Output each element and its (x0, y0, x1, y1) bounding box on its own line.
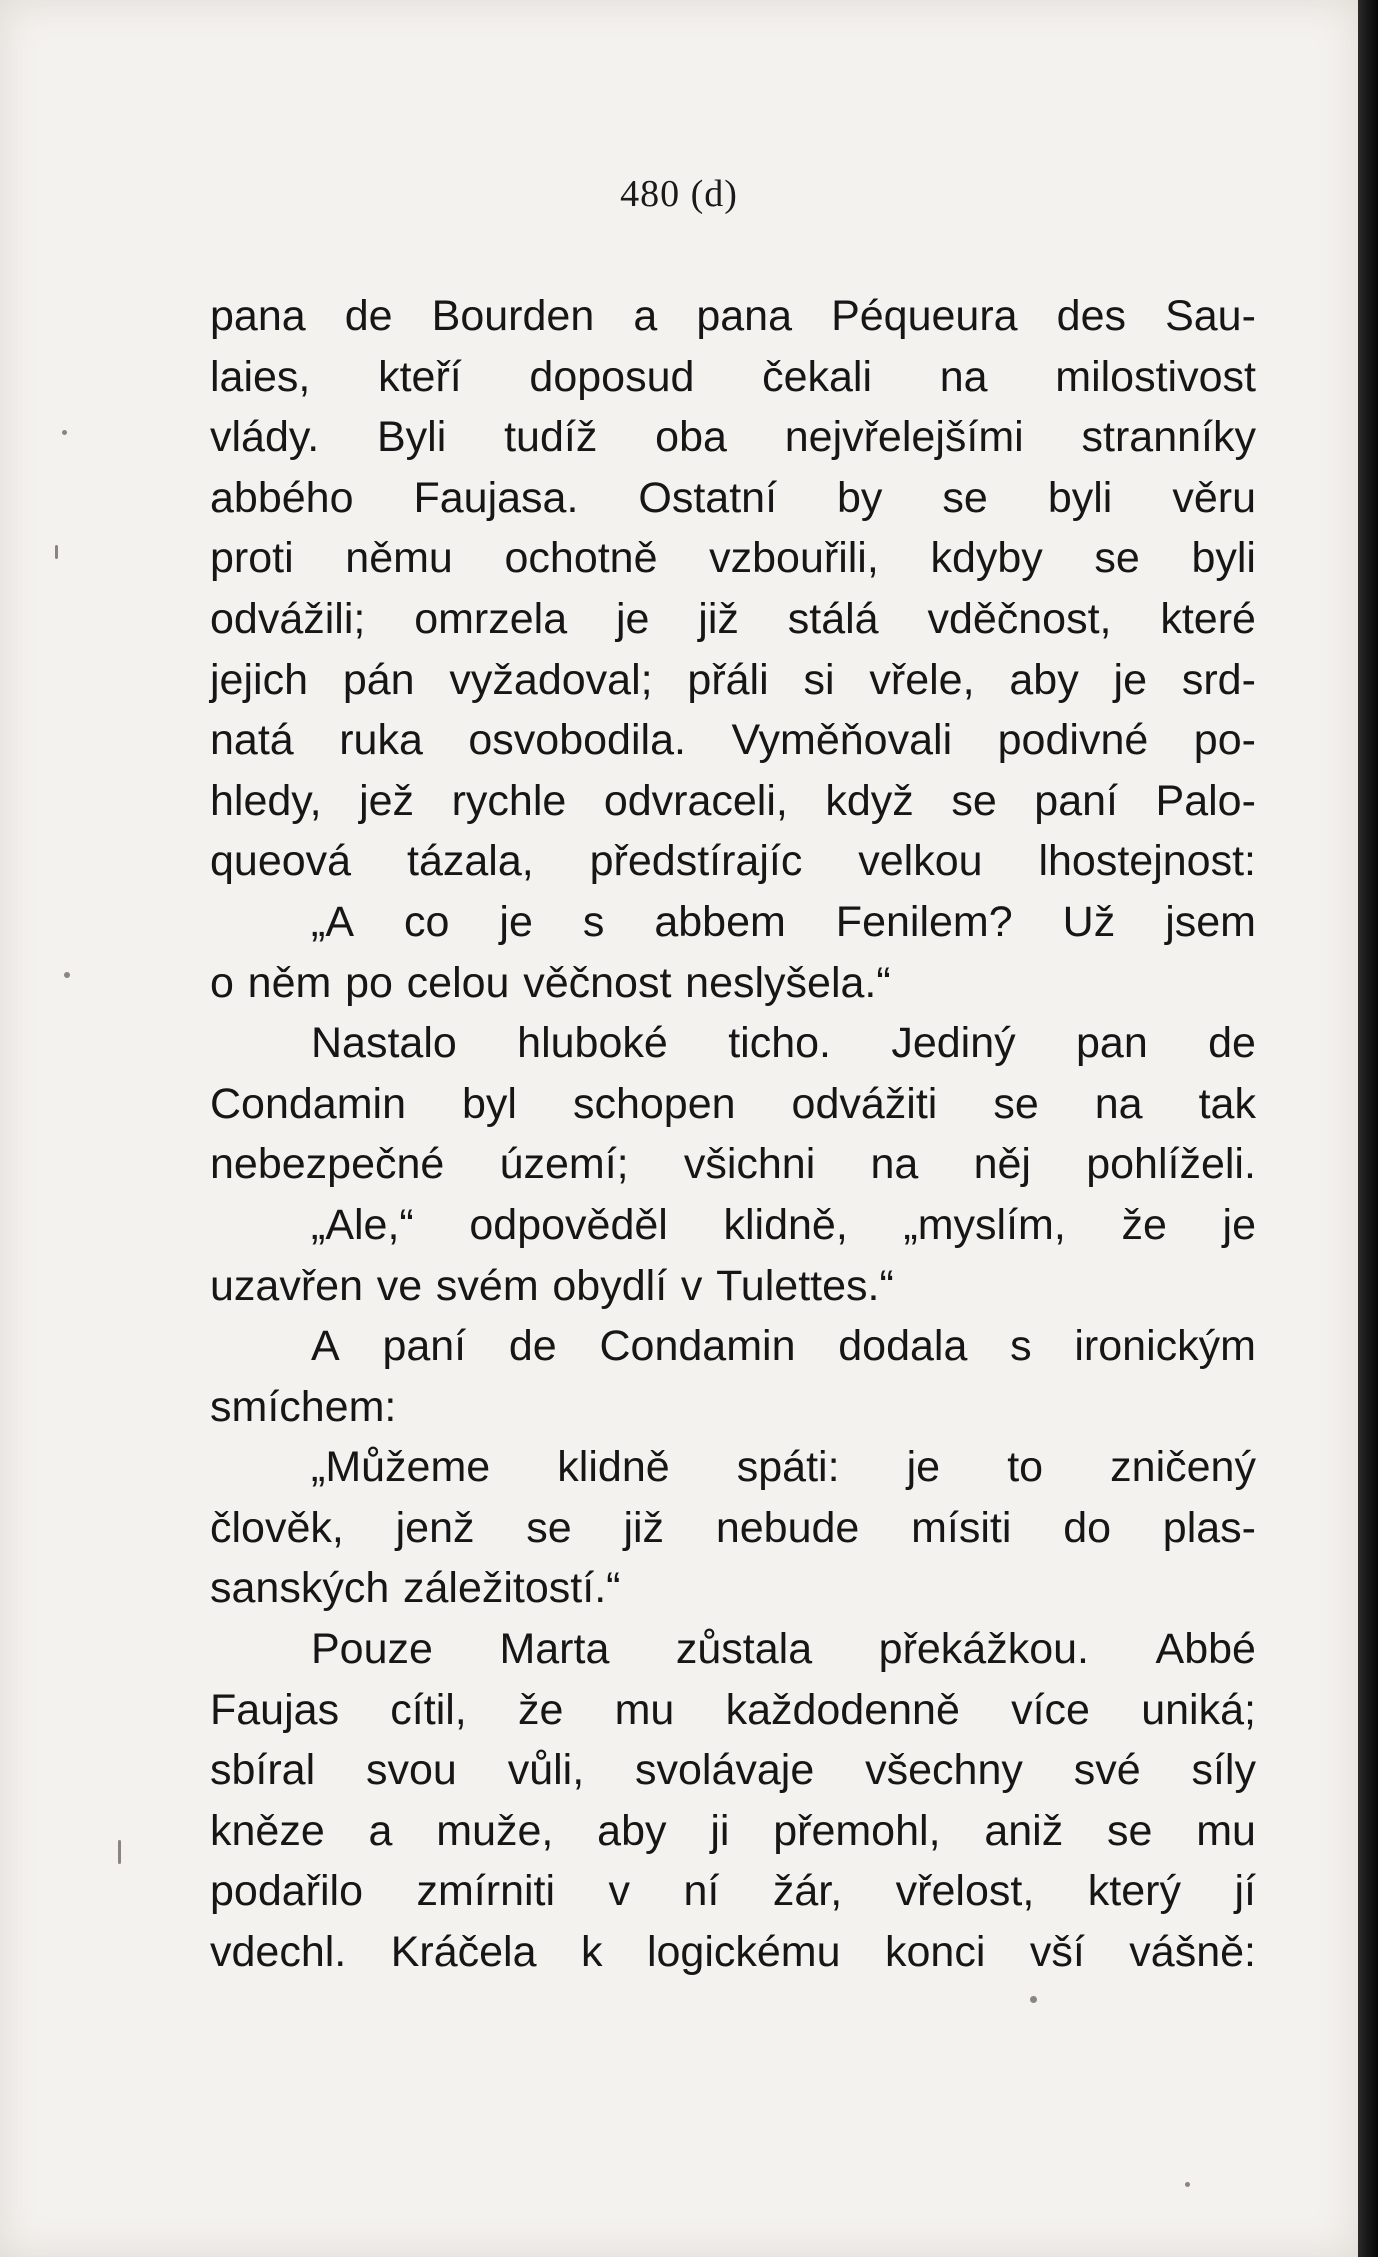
word: odvážili; (210, 594, 366, 643)
word: osvobodila. (468, 716, 686, 765)
word: vřelost, (895, 1867, 1035, 1916)
word: předstírajíc (589, 837, 803, 886)
word: na (939, 352, 988, 401)
word: zmírniti (416, 1867, 556, 1916)
text-line (210, 1922, 1256, 1983)
word: odvraceli, (603, 776, 788, 825)
text-line (210, 468, 1256, 529)
word: oba (655, 413, 727, 462)
word: záležitostí.“ (403, 1564, 621, 1613)
text-line (210, 1558, 1256, 1619)
word: něj (973, 1140, 1031, 1189)
word: síly (1191, 1746, 1256, 1795)
word: je (615, 594, 650, 643)
word: byli (1191, 534, 1256, 583)
text-line (210, 1437, 1256, 1498)
word: se (993, 1079, 1039, 1128)
text-line (210, 407, 1256, 468)
word: sanských (210, 1564, 390, 1613)
text-line (210, 1195, 1256, 1256)
word: ve (376, 1261, 423, 1310)
text-line (210, 1680, 1256, 1741)
word: jí (1234, 1867, 1256, 1916)
word: tak (1198, 1079, 1256, 1128)
word: si (803, 655, 835, 704)
word: přemohl, (773, 1806, 941, 1855)
body-text (210, 286, 1256, 1983)
word: nejvřelejšími (784, 413, 1024, 462)
word: je (1222, 1200, 1256, 1249)
word: Condamin (210, 1079, 406, 1128)
word: k (580, 1928, 603, 1977)
word: proti (210, 534, 294, 583)
word: konci (885, 1928, 986, 1977)
word: stranníky (1081, 413, 1256, 462)
word: na (1094, 1079, 1143, 1128)
word: mu (1196, 1806, 1256, 1855)
paper-speck (1185, 2182, 1190, 2187)
word: klidně (557, 1443, 670, 1492)
word: žár, (772, 1867, 843, 1916)
text-line (210, 771, 1256, 832)
word: území; (499, 1140, 629, 1189)
word: stálá (787, 594, 879, 643)
word: když (825, 776, 914, 825)
word: aby (597, 1806, 667, 1855)
word: se (1107, 1806, 1153, 1855)
word: Condamin (599, 1322, 796, 1371)
word: již (623, 1503, 665, 1552)
word: by (837, 473, 883, 522)
word: všichni (683, 1140, 816, 1189)
word: spáti: (736, 1443, 840, 1492)
word: logickému (646, 1928, 841, 1977)
word: pan (1076, 1019, 1148, 1068)
word: odvážiti (791, 1079, 938, 1128)
word: se (942, 473, 988, 522)
text-line (210, 1498, 1256, 1559)
word: co (403, 897, 450, 946)
word: omrzela (414, 594, 568, 643)
text-line (210, 1013, 1256, 1074)
word: schopen (572, 1079, 736, 1128)
word: a (633, 292, 658, 340)
word: všechny (865, 1746, 1023, 1795)
word: každodenně (725, 1685, 960, 1734)
word: v (608, 1867, 631, 1916)
word: Vyměňovali (731, 716, 953, 765)
word: queová (210, 837, 352, 886)
word: uniká; (1141, 1685, 1256, 1734)
text-line (210, 831, 1256, 892)
word: svou (366, 1746, 457, 1795)
word: které (1160, 594, 1256, 643)
text-line (210, 1074, 1256, 1135)
word: srd- (1181, 655, 1256, 704)
text-line (210, 528, 1256, 589)
word: vášně: (1129, 1928, 1256, 1977)
word: „Můžeme (311, 1443, 491, 1492)
word: podařilo (210, 1867, 363, 1916)
word: ruka (339, 716, 423, 765)
paper-speck (62, 430, 67, 435)
word: s (582, 897, 605, 946)
word: Faujas (210, 1685, 340, 1734)
word: velkou (858, 837, 983, 886)
word: smíchem: (210, 1382, 397, 1431)
text-line (210, 892, 1256, 953)
word: kněze (210, 1806, 325, 1855)
word: natá (210, 716, 294, 765)
word: zničený (1110, 1443, 1256, 1492)
word: o (210, 958, 234, 1007)
text-line (210, 1377, 1256, 1438)
word: obydlí (552, 1261, 668, 1310)
text-line (210, 1134, 1256, 1195)
word: Tulettes.“ (716, 1261, 894, 1310)
word: se (951, 776, 997, 825)
word: že (517, 1685, 564, 1734)
word: tázala, (407, 837, 534, 886)
word: v (680, 1261, 703, 1310)
word: svolávaje (635, 1746, 815, 1795)
word: de (508, 1322, 557, 1371)
word: pohlíželi. (1086, 1140, 1256, 1189)
word: Marta (499, 1625, 610, 1674)
word: kdyby (930, 534, 1043, 583)
word: „Ale,“ (311, 1200, 414, 1249)
word: abbem (654, 897, 786, 946)
word: Kráčela (390, 1928, 537, 1977)
word: „A (311, 897, 354, 946)
word: vlády. (210, 413, 320, 462)
word: Byli (376, 413, 447, 462)
word: plas- (1162, 1503, 1256, 1552)
word: se (1094, 534, 1140, 583)
word: jsem (1165, 897, 1256, 946)
word: ironickým (1074, 1322, 1256, 1371)
word: odpověděl (469, 1200, 668, 1249)
word: A (311, 1322, 340, 1371)
word: aniž (984, 1806, 1064, 1855)
word: vdechl. (210, 1928, 347, 1977)
word: Jediný (891, 1019, 1016, 1068)
word: věčnost (523, 958, 672, 1007)
word: rychle (451, 776, 567, 825)
word: dodala (838, 1322, 968, 1371)
word: klidně, (723, 1200, 848, 1249)
word: němu (345, 534, 453, 583)
word: vřele, (869, 655, 975, 704)
word: des (1056, 292, 1126, 340)
word: který (1087, 1867, 1181, 1916)
word: ticho. (728, 1019, 831, 1068)
word: abbého (210, 473, 354, 522)
word: Faujasa. (413, 473, 579, 522)
word: pana (210, 292, 306, 340)
paper-speck (64, 972, 70, 978)
word: jejich (210, 655, 308, 704)
word: je (906, 1443, 941, 1492)
word: Už (1062, 897, 1116, 946)
text-line (210, 1740, 1256, 1801)
word: překážkou. (878, 1625, 1089, 1674)
word: a (368, 1806, 393, 1855)
word: byli (1047, 473, 1113, 522)
word: tudíž (504, 413, 598, 462)
word: ji (710, 1806, 730, 1855)
word: s (1010, 1322, 1032, 1371)
word: byl (462, 1079, 517, 1128)
word: pana (696, 292, 792, 340)
text-line (210, 1316, 1256, 1377)
word: Péqueura (831, 292, 1018, 340)
word: věru (1172, 473, 1256, 522)
word: přáli (687, 655, 769, 704)
text-line (210, 953, 1256, 1014)
scan-edge (1358, 0, 1378, 2257)
word: Palo- (1155, 776, 1256, 825)
text-line (210, 347, 1256, 408)
word: ochotně (504, 534, 658, 583)
word: vyžadoval; (449, 655, 653, 704)
word: Pouze (311, 1625, 433, 1674)
text-line (210, 1801, 1256, 1862)
text-line (210, 1256, 1256, 1317)
word: do (1063, 1503, 1112, 1552)
word: „myslím, (903, 1200, 1066, 1249)
word: čekali (762, 352, 873, 401)
text-line (210, 710, 1256, 771)
word: jenž (395, 1503, 475, 1552)
word: více (1011, 1685, 1090, 1734)
word: paní (382, 1322, 467, 1371)
word: Sau- (1165, 292, 1256, 340)
word: hluboké (517, 1019, 668, 1068)
word: své (1073, 1746, 1141, 1795)
word: na (870, 1140, 919, 1189)
word: již (698, 594, 739, 643)
word: ní (683, 1867, 720, 1916)
word: celou (406, 958, 510, 1007)
word: že (1121, 1200, 1167, 1249)
word: jež (359, 776, 415, 825)
word: cítil, (390, 1685, 467, 1734)
word: člověk, (210, 1503, 344, 1552)
page-number: 480 (d) (620, 173, 738, 215)
text-line (210, 1619, 1256, 1680)
word: něm (247, 958, 332, 1007)
word: lhostejnost: (1038, 837, 1256, 886)
word: kteří (378, 352, 462, 401)
text-line (210, 650, 1256, 711)
paper-speck (118, 1840, 121, 1864)
word: Abbé (1155, 1625, 1256, 1674)
word: nebude (715, 1503, 860, 1552)
text-line (210, 286, 1256, 347)
word: je (1113, 655, 1148, 704)
word: zůstala (675, 1625, 813, 1674)
paper-speck (1030, 1996, 1037, 2003)
word: Nastalo (311, 1019, 457, 1068)
word: de (1208, 1019, 1256, 1068)
word: Ostatní (638, 473, 778, 522)
word: vůli, (507, 1746, 585, 1795)
word: nebezpečné (210, 1140, 445, 1189)
word: mu (614, 1685, 675, 1734)
word: laies, (210, 352, 311, 401)
word: uzavřen (210, 1261, 363, 1310)
word: vzbouřili, (709, 534, 879, 583)
word: paní (1034, 776, 1118, 825)
word: doposud (529, 352, 695, 401)
text-line (210, 589, 1256, 650)
word: se (526, 1503, 572, 1552)
word: mísiti (911, 1503, 1012, 1552)
paper-speck (55, 545, 58, 559)
word: pán (342, 655, 415, 704)
word: neslyšela.“ (685, 958, 891, 1007)
word: je (499, 897, 533, 946)
word: vděčnost, (927, 594, 1112, 643)
word: svém (435, 1261, 539, 1310)
word: aby (1009, 655, 1079, 704)
word: Bourden (431, 292, 595, 340)
word: po- (1193, 716, 1256, 765)
text-line (210, 1861, 1256, 1922)
word: de (344, 292, 393, 340)
word: hledy, (210, 776, 322, 825)
word: podivné (997, 716, 1149, 765)
word: Fenilem? (835, 897, 1013, 946)
word: to (1007, 1443, 1044, 1492)
word: po (345, 958, 393, 1007)
word: vší (1029, 1928, 1085, 1977)
word: sbíral (210, 1746, 316, 1795)
word: milostivost (1055, 352, 1256, 401)
word: muže, (436, 1806, 554, 1855)
